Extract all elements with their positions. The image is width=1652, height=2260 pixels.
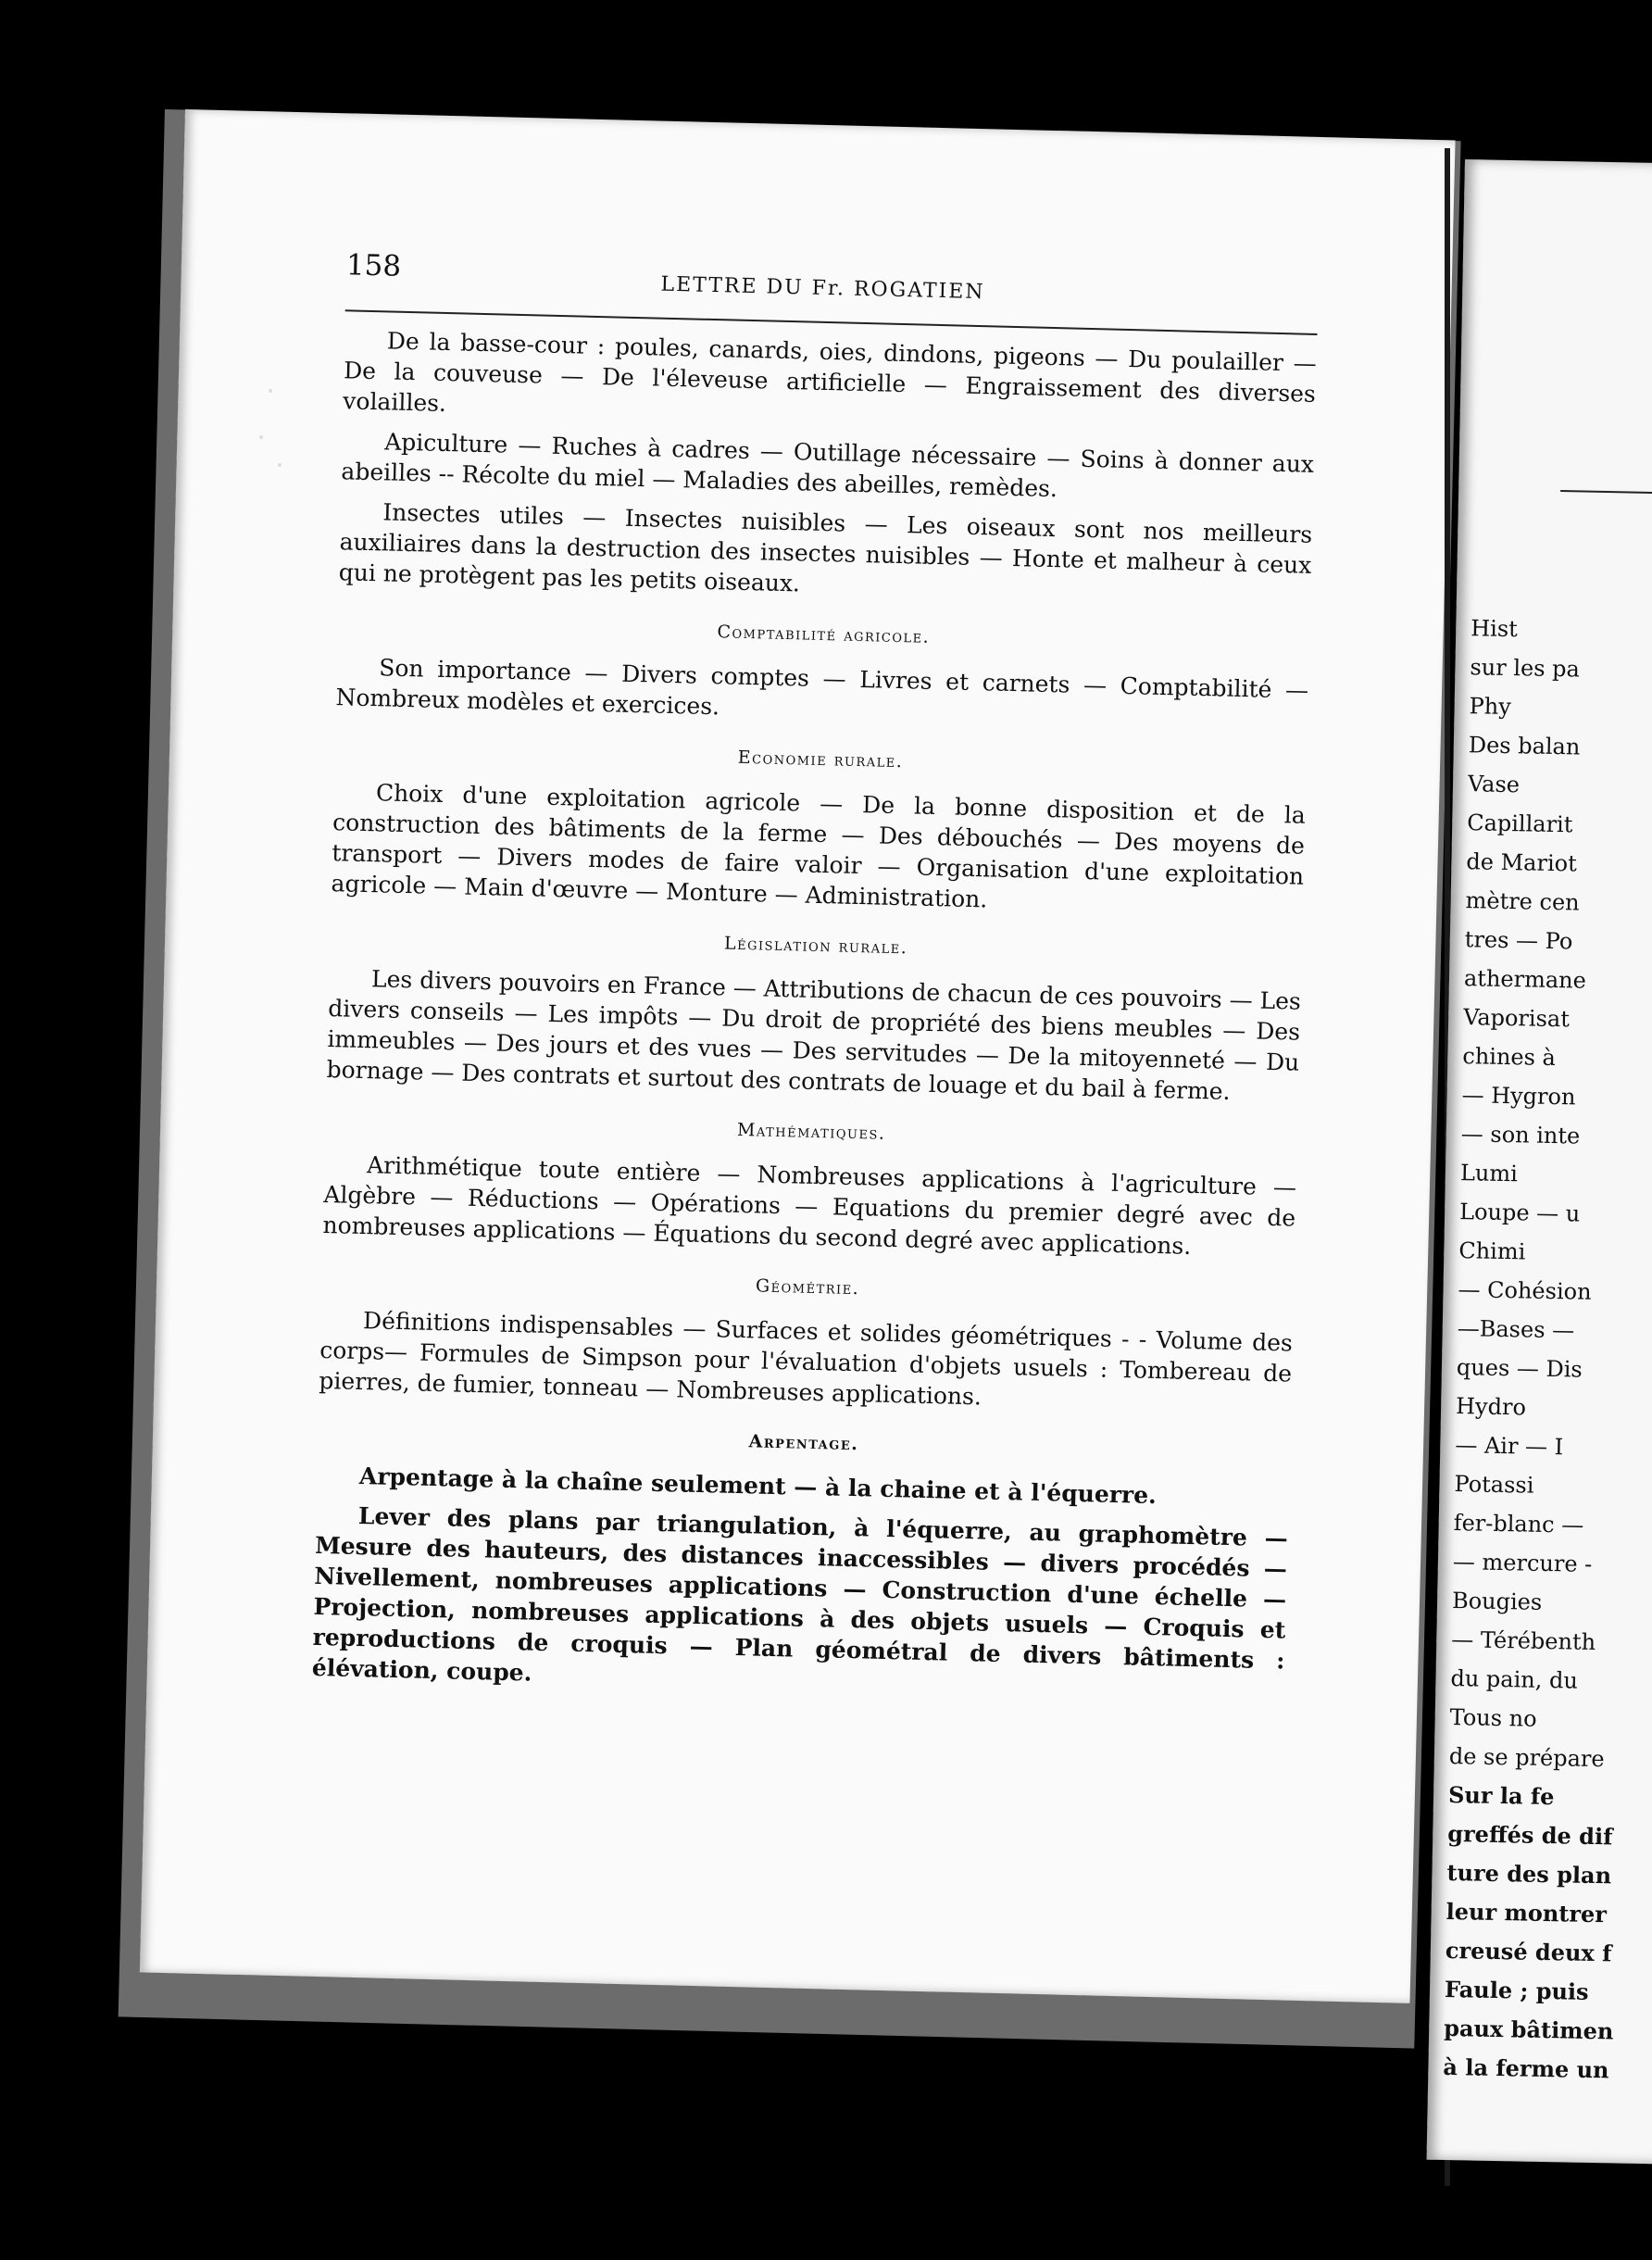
paragraph: Choix d'une exploitation agricole — De la bonne disposition et de la construction des bâtiments de la ferme — Des débouchés — Des moyens de transport — Divers modes de faire valoir — Organisation d'une exploitation agricole — Main d'œuvre — Monture — Administration.: [331, 779, 1307, 913]
right-page-line: Potassi: [1454, 1471, 1534, 1499]
section-heading: Arpentage.: [748, 1431, 859, 1455]
paragraph: Arpentage à la chaîne seulement — à la chaine et à l'équerre.: [358, 1463, 1158, 1510]
right-page-header-rule: [1560, 490, 1652, 495]
right-page-partial: [1427, 159, 1652, 2165]
section-4: [322, 1105, 1297, 1264]
right-page-line: — Hygron: [1461, 1082, 1576, 1111]
section-5: [319, 1261, 1294, 1420]
right-page-line: Hist: [1471, 615, 1519, 643]
right-page-line: ture des plan: [1446, 1858, 1612, 1890]
right-page-line: fer-blanc —: [1453, 1510, 1584, 1538]
right-page-line: greffés de dif: [1447, 1819, 1613, 1851]
right-page-line: de Mariot: [1466, 848, 1578, 877]
right-page-line: Sur la fe: [1447, 1780, 1555, 1811]
right-page-line: — Térébenth: [1451, 1626, 1596, 1656]
page-number: 158: [345, 248, 402, 283]
section-3: [326, 919, 1302, 1109]
section-heading: Géométrie.: [755, 1275, 860, 1300]
right-page-line: Lumi: [1459, 1160, 1519, 1187]
right-page-line: mètre cen: [1465, 887, 1580, 916]
right-page-line: — Air — I: [1455, 1432, 1564, 1461]
right-page-line: du pain, du: [1450, 1665, 1579, 1694]
paragraph: Les divers pouvoirs en France — Attributions de chacun de ces pouvoirs — Les divers conseils — Les impôts — Du droit de propriété des biens meubles — Des immeubles — Des jours et des vues — Des servitudes — De la mitoyenneté — Du bornage — Des contrats et surtout des contrats de louage et du bail à ferme.: [326, 965, 1302, 1105]
right-page-line: — mercure -: [1452, 1549, 1593, 1577]
right-page-line: athermane: [1463, 965, 1587, 994]
paragraph: Arithmétique toute entière — Nombreuses applications à l'agriculture — Algèbre — Réductions — Opérations — Equations du premier degré avec de nombreuses applications — Équations du second degré avec applications.: [322, 1151, 1297, 1260]
right-page-line: Vaporisat: [1462, 1004, 1571, 1033]
right-page-line: Loupe — u: [1458, 1199, 1581, 1227]
right-page-line: Phy: [1469, 693, 1512, 721]
section-1: [335, 608, 1309, 736]
paragraph: Définitions indispensables — Surfaces et solides géométriques - - Volume des corps— Formules de Simpson pour l'évaluation d'objets usuels : Tombereau de pierres, de fumier, tonneau — Nombreuses applications.: [319, 1307, 1294, 1411]
running-head: [345, 248, 1319, 322]
paragraph: Insectes utiles — Insectes nuisibles — Les oiseaux sont nos meilleurs auxiliaires dans la destruction des insectes nuisibles — Honte et malheur à ceux qui ne protègent pas les petits oiseaux.: [338, 498, 1313, 597]
section-2: [331, 733, 1307, 923]
right-page-line: Vase: [1467, 771, 1521, 798]
right-page-line: — son inte: [1460, 1121, 1581, 1149]
right-page-line: tres — Po: [1464, 926, 1573, 955]
paragraph: Son importance — Divers comptes — Livres et carnets — Comptabilité — Nombreux modèles et exercices.: [335, 654, 1309, 721]
right-page-line: — Cohésion: [1458, 1276, 1592, 1305]
section-heading: Economie rurale.: [737, 747, 904, 772]
left-page: [140, 109, 1456, 2003]
scan-speck: [278, 463, 282, 467]
right-page-line: Capillarit: [1466, 810, 1573, 838]
right-page-line: de se prépare: [1448, 1742, 1605, 1773]
section-heading: Comptabilité agricole.: [717, 622, 931, 647]
right-page-line: Hydro: [1455, 1393, 1527, 1421]
right-page-line: Des balan: [1468, 732, 1581, 760]
scan-speck: [259, 435, 263, 439]
paragraph: De la basse-cour : poules, canards, oies, dindons, pigeons — Du poulailler — De la couveuse — De l'éleveuse artificielle — Engraissement des diverses volailles.: [343, 327, 1318, 417]
right-page-line: Faule ; puis: [1444, 1975, 1589, 2005]
paragraph: Apiculture — Ruches à cadres — Outillage nécessaire — Soins à donner aux abeilles -- Récolte du miel — Maladies des abeilles, remèdes.: [341, 428, 1315, 503]
right-page-line: Bougies: [1451, 1588, 1543, 1615]
right-page-line: chines à: [1462, 1043, 1557, 1072]
section-heading: Mathématiques.: [736, 1119, 886, 1144]
section-6: [312, 1416, 1291, 1707]
right-page-text: [1443, 609, 1652, 2090]
running-head-title: LETTRE DU Fr. ROGATIEN: [660, 272, 985, 305]
right-page-line: paux bâtimen: [1443, 2014, 1614, 2045]
right-page-line: creusé deux f: [1445, 1936, 1612, 1967]
right-page-line: Tous no: [1449, 1703, 1537, 1732]
right-page-line: à la ferme un: [1443, 2053, 1609, 2084]
paragraph: Lever des plans par triangulation, à l'équerre, au graphomètre — Mesure des hauteurs, des distances inaccessibles — divers procédés — Nivellement, nombreuses applications — Construction d'une échelle — Projection, nombreuses applications à des objets usuels — Croquis et reproductions de croquis — Plan géométral de divers bâtiments : élévation, coupe.: [311, 1502, 1289, 1687]
section-heading: Législation rurale.: [723, 933, 908, 959]
scan-speck: [269, 389, 272, 393]
right-page-line: ques — Dis: [1456, 1354, 1583, 1383]
right-page-line: leur montrer: [1446, 1897, 1608, 1928]
page-body: [311, 324, 1317, 1715]
right-page-line: sur les pa: [1470, 654, 1581, 683]
right-page-line: —Bases —: [1457, 1315, 1575, 1344]
section-0: [338, 324, 1317, 611]
right-page-line: Chimi: [1458, 1237, 1526, 1265]
